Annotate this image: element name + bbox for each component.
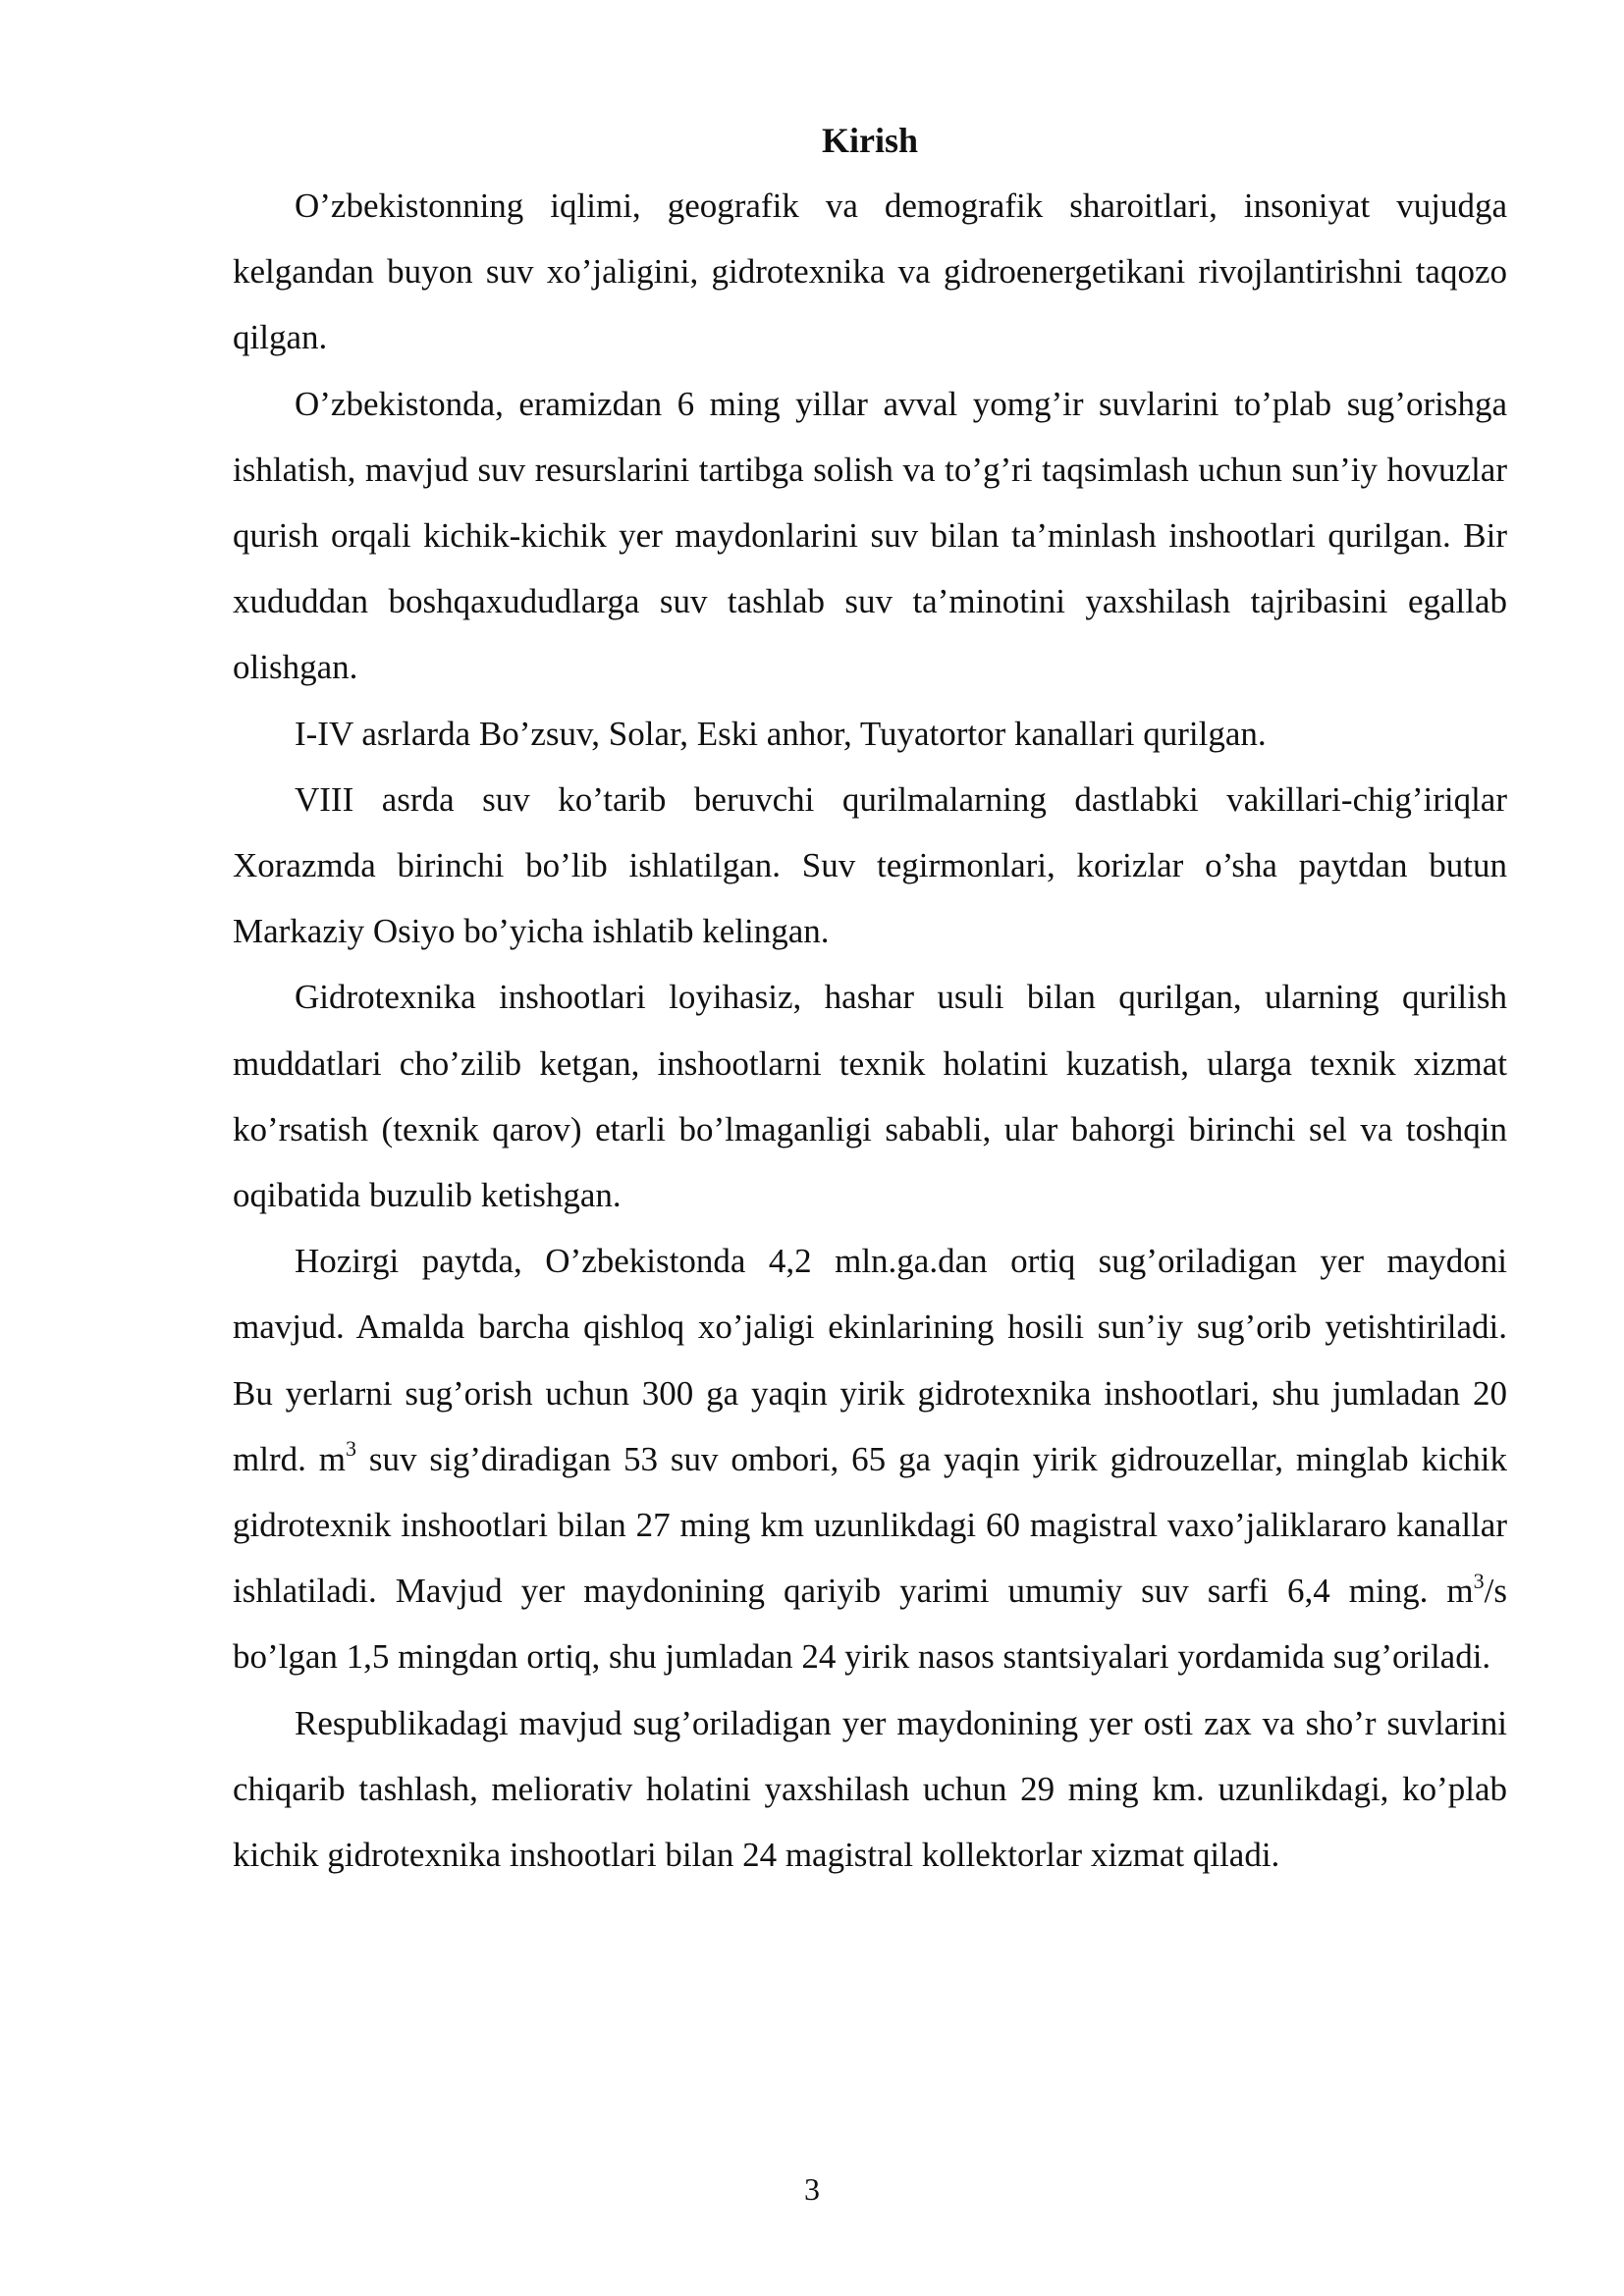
paragraph-5: Gidrotexnika inshootlari loyihasiz, hashar usuli bilan qurilgan, ularning qurilish muddatlari cho’zilib ketgan, inshootlarni texnik holatini kuzatish, ularga texnik xizmat ko’rsatish (texnik qarov) etarli bo’lmaganligi sababli, ular bahorgi birinchi sel va toshqin oqibatida buzulib ketishgan. [233,978,1507,1215]
superscript-cubic-1: 3 [345,1436,356,1462]
paragraph-4: VIII asrda suv ko’tarib beruvchi qurilmalarning dastlabki vakillari-chig’iriqlar Xorazmda birinchi bo’lib ishlatilgan. Suv tegirmonlari, korizlar o’sha paytdan butun Markaziy Osiyo bo’yicha ishlatib kelingan. [233,779,1507,951]
paragraph-3: I-IV asrlarda Bo’zsuv, Solar, Eski anhor, Tuyatortor kanallari qurilgan. [295,714,1267,753]
paragraph-6 [233,1228,1507,1689]
section-title: Kirish [821,121,918,160]
paragraph-6-part-1: Hozirgi paytda, O’zbekistonda 4,2 mln.ga.dan ortiq sug’oriladigan yer maydoni mavjud. Amalda barcha qishloq xo’jaligi ekinlarining hosili sun’iy sug’orib yetishtiriladi. Bu yerlarni sug’orish uchun 300 ga yaqin yirik gidrotexnika inshootlari, shu jumladan 20 mlrd. m [233,1242,1507,1478]
paragraph-7: Respublikadagi mavjud sug’oriladigan yer maydonining yer osti zax va sho’r suvlarini chiqarib tashlash, meliorativ holatini yaxshilash uchun 29 ming km. uzunlikdagi, ko’plab kichik gidrotexnika inshootlari bilan 24 magistral kollektorlar xizmat qiladi. [233,1703,1507,1875]
page-number: 3 [804,2171,820,2207]
paragraph-1: O’zbekistonning iqlimi, geografik va demografik sharoitlari, insoniyat vujudga kelgandan buyon suv xo’jaligini, gidrotexnika va gidroenergetikani rivojlantirishni taqozo qilgan. [233,187,1507,357]
superscript-cubic-2: 3 [1473,1568,1485,1593]
paragraph-2: O’zbekistonda, eramizdan 6 ming yillar avval yomg’ir suvlarini to’plab sug’orishga ishlatish, mavjud suv resurslarini tartibga solish va to’g’ri taqsimlash uchun sun’iy hovuzlar qurish orqali kichik-kichik yer maydonlarini suv bilan ta’minlash inshootlari qurilgan. Bir xududdan boshqaxududlarga suv tashlab suv ta’minotini yaxshilash tajribasini egallab olishgan. [233,384,1507,687]
document-page [233,118,1507,1888]
paragraph-6-part-3: /s bo’lgan 1,5 mingdan ortiq, shu jumladan 24 yirik nasos stantsiyalari yordamida sug’oriladi. [233,1572,1507,1677]
paragraph-6-part-2: suv sig’diradigan 53 suv ombori, 65 ga yaqin yirik gidrouzellar, minglab kichik gidrotexnik inshootlari bilan 27 ming km uzunlikdagi 60 magistral vaxo’jaliklararo kanallar ishlatiladi. Mavjud yer maydonining qariyib yarimi umumiy suv sarfi 6,4 ming. m [233,1439,1508,1611]
